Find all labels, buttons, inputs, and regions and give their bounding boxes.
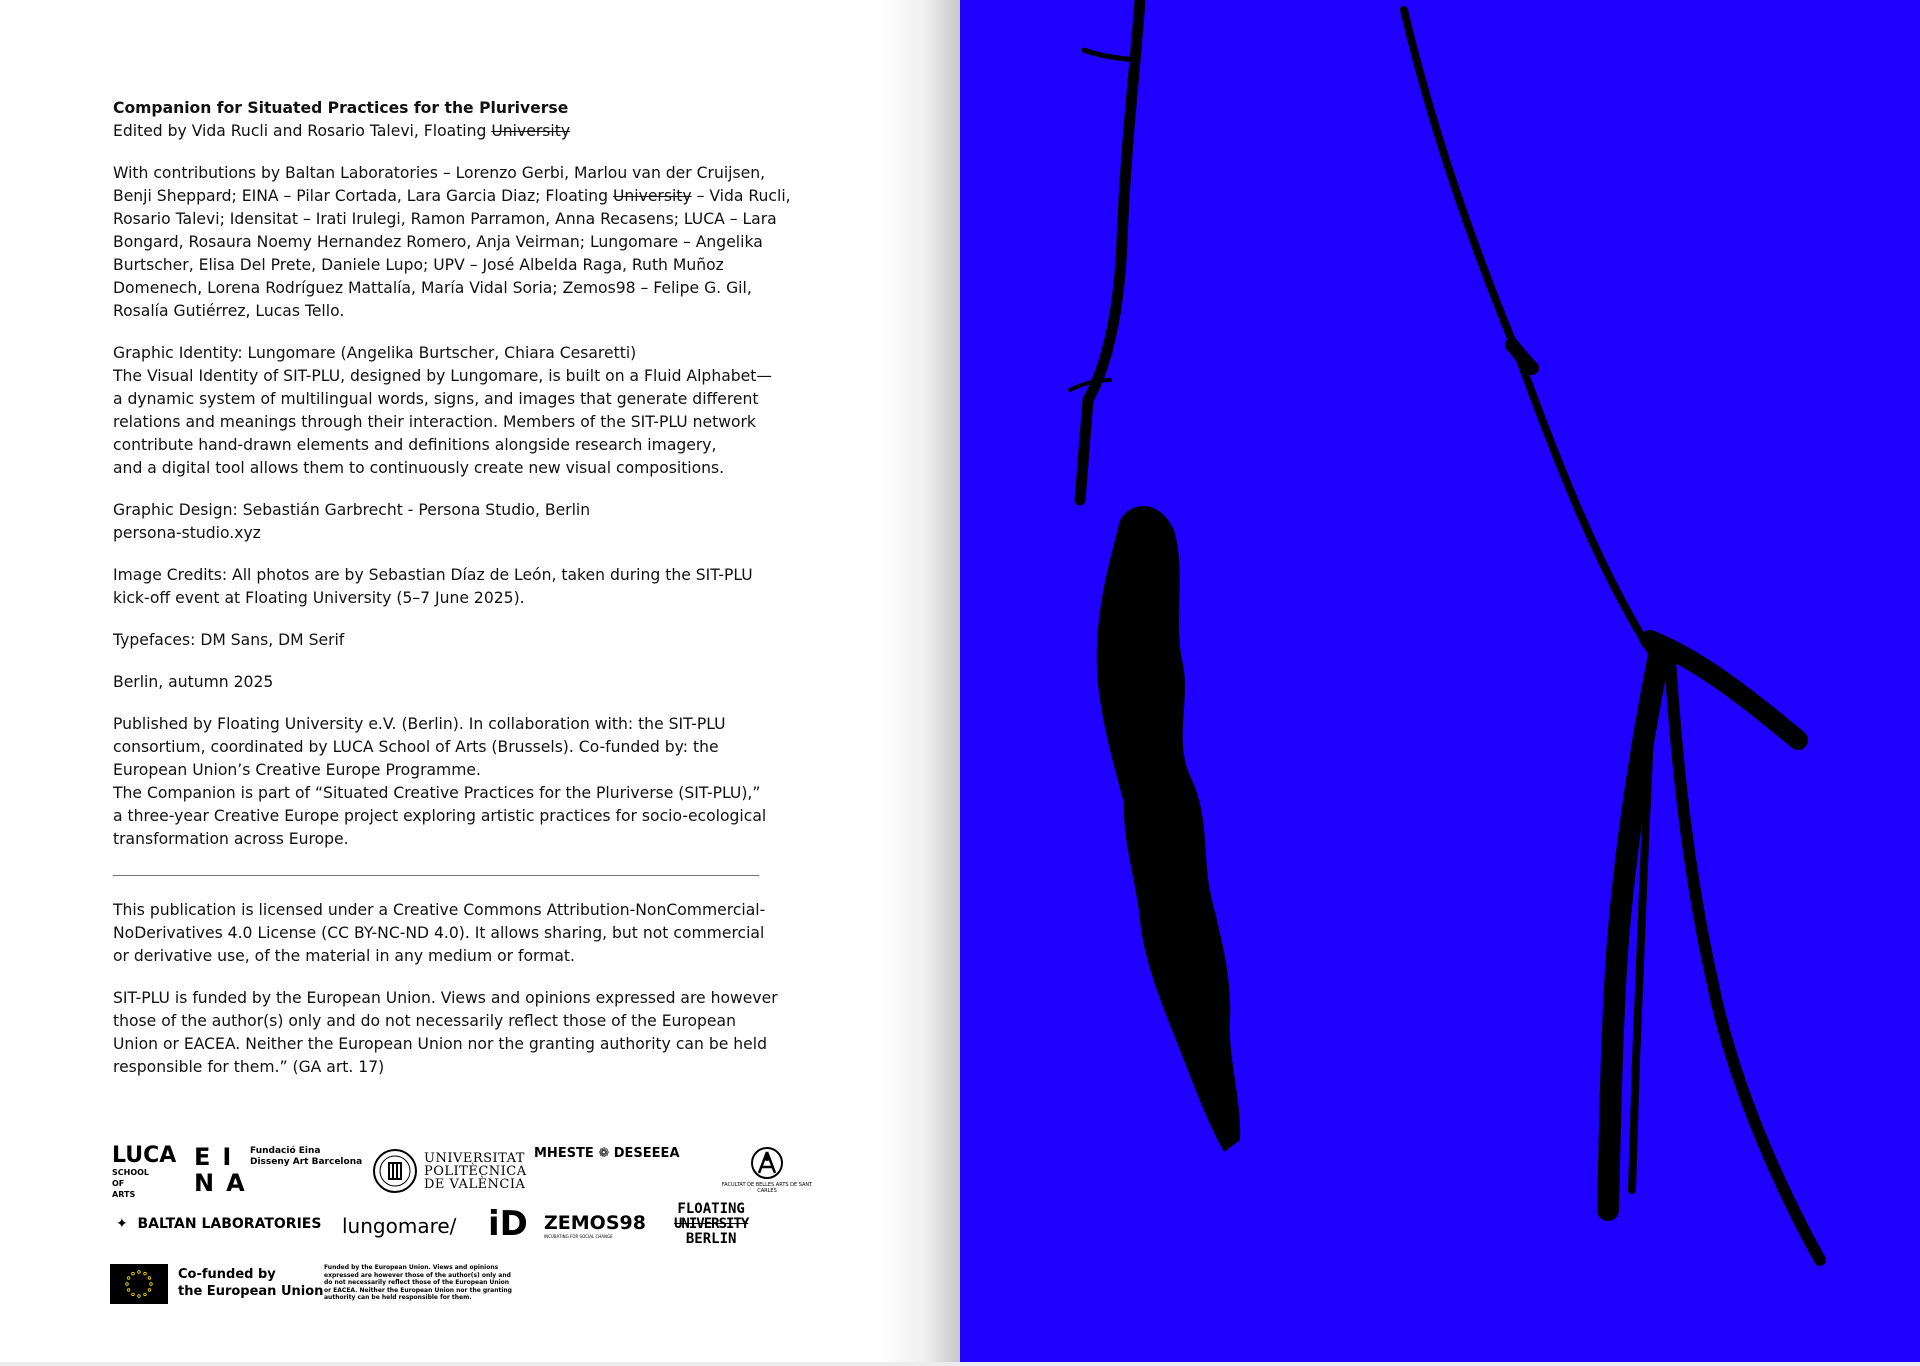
eina-subtitle: Fundació Eina Disseny Art Barcelona <box>250 1146 363 1167</box>
editors-line: Edited by Vida Rucli and Rosario Talevi, Floating University <box>113 122 571 140</box>
image-credits-paragraph: Image Credits: All photos are by Sebastian Díaz de León, taken during the SIT-PLU kick-off event at Floating University (5–7 June 2025). <box>113 566 753 607</box>
title-block <box>113 97 763 143</box>
eu-disclaimer-small: Funded by the European Union. Views and opinions expressed are however those of the author(s) only and do not necessarily reflect those of the European Union or EACEA. Neither the European Union nor the granting authority can be held responsible for them. <box>324 1264 512 1301</box>
publication-title: Companion for Situated Practices for the Pluriverse <box>113 99 569 117</box>
typefaces-paragraph: Typefaces: DM Sans, DM Serif <box>113 631 345 649</box>
upv-seal-icon <box>372 1148 418 1198</box>
license-paragraph: This publication is licensed under a Creative Commons Attribution-NonCommercial- NoDerivatives 4.0 License (CC BY-NC-ND 4.0). It allows sharing, but not commercial or derivative use, of the material in any medium or format. <box>113 901 766 965</box>
blue-artwork-page <box>960 0 1920 1362</box>
baltan-star-icon: ✦ <box>116 1216 128 1232</box>
mheste-deseeea-logo: MHESTE ❁ DESEEEA <box>534 1146 680 1161</box>
place-date-paragraph: Berlin, autumn 2025 <box>113 673 274 691</box>
partner-logos <box>110 1140 830 1320</box>
eu-cofunded-text: Co-funded by the European Union <box>178 1267 324 1299</box>
gutter-shadow <box>880 0 960 1362</box>
graphic-design-paragraph: Graphic Design: Sebastián Garbrecht - Persona Studio, Berlin persona-studio.xyz <box>113 499 763 545</box>
colophon-page <box>0 0 960 1362</box>
belles-arts-emblem-icon <box>750 1146 784 1180</box>
baltan-laboratories-logo: ✦ BALTAN LABORATORIES <box>116 1216 322 1232</box>
published-paragraph: Published by Floating University e.V. (Berlin). In collaboration with: the SIT-PLU consortium, coordinated by LUCA School of Arts (Brussels). Co-funded by: the European Union’s Creative Europe Programme. The Companion is part of “Situated Creative Practices for the Pluriverse (SIT-PLU),” a three-year Creative Europe project exploring artistic practices for socio-ecological transformation across Europe. <box>113 715 767 848</box>
upv-logo-text: UNIVERSITAT POLITÈCNICA DE VALÈNCIA <box>424 1151 527 1192</box>
contributions-paragraph: With contributions by Baltan Laboratories – Lorenzo Gerbi, Marlou van der Cruijsen, Benji Sheppard; EINA – Pilar Cortada, Lara Garcia Diaz; Floating University – Vida Rucli, Rosario Talevi; Idensitat – Irati Irulegi, Ramon Parramon, Anna Recasens; LUCA – Lara Bongard, Rosaura Noemy Hernandez Romero, Anja Veirman; Lungomare – Angelika Burtscher, Elisa Del Prete, Daniele Lupo; UPV – José Albelda Raga, Ruth Muñoz Domenech, Lorena Rodríguez Mattalía, María Vidal Soria; Zemos98 – Felipe G. Gil, Rosalía Gutiérrez, Lucas Tello. <box>113 164 791 320</box>
zemos98-logo: ZEMOS98 INCUBATING FOR SOCIAL CHANGE <box>544 1212 646 1239</box>
brush-stroke-artwork <box>960 0 1920 1362</box>
graphic-identity-paragraph: Graphic Identity: Lungomare (Angelika Burtscher, Chiara Cesaretti) The Visual Identity of SIT-PLU, designed by Lungomare, is built on a Fluid Alphabet— a dynamic system of multilingual words, signs, and images that generate different relations and meanings through their interaction. Members of the SIT-PLU network contribute hand-drawn elements and definitions alongside research imagery, and a digital tool allows them to continuously create new visual compositions. <box>113 344 772 477</box>
idensitat-logo: iD <box>488 1204 528 1244</box>
eu-flag-icon <box>110 1264 168 1304</box>
license-block <box>113 899 778 1098</box>
floating-university-logo: FLOATING UNIVERSITY BERLIN <box>674 1201 749 1247</box>
persona-studio-link: persona-studio.xyz <box>113 524 261 542</box>
divider-rule <box>113 875 759 876</box>
eina-logo: EI NA <box>194 1143 257 1197</box>
lungomare-logo: lungomare/ <box>342 1214 457 1238</box>
luca-logo: LUCA SCHOOL OF ARTS <box>112 1143 177 1199</box>
belles-arts-logo: FACULTAT DE BELLES ARTS DE SANT CARLES <box>712 1146 822 1194</box>
colophon-text <box>113 97 791 870</box>
disclaimer-paragraph: SIT-PLU is funded by the European Union. Views and opinions expressed are however those of the author(s) only and do not necessarily reflect those of the European Union or EACEA. Neither the European Union nor the granting authority can be held responsible for them.” (GA art. 17) <box>113 989 778 1076</box>
